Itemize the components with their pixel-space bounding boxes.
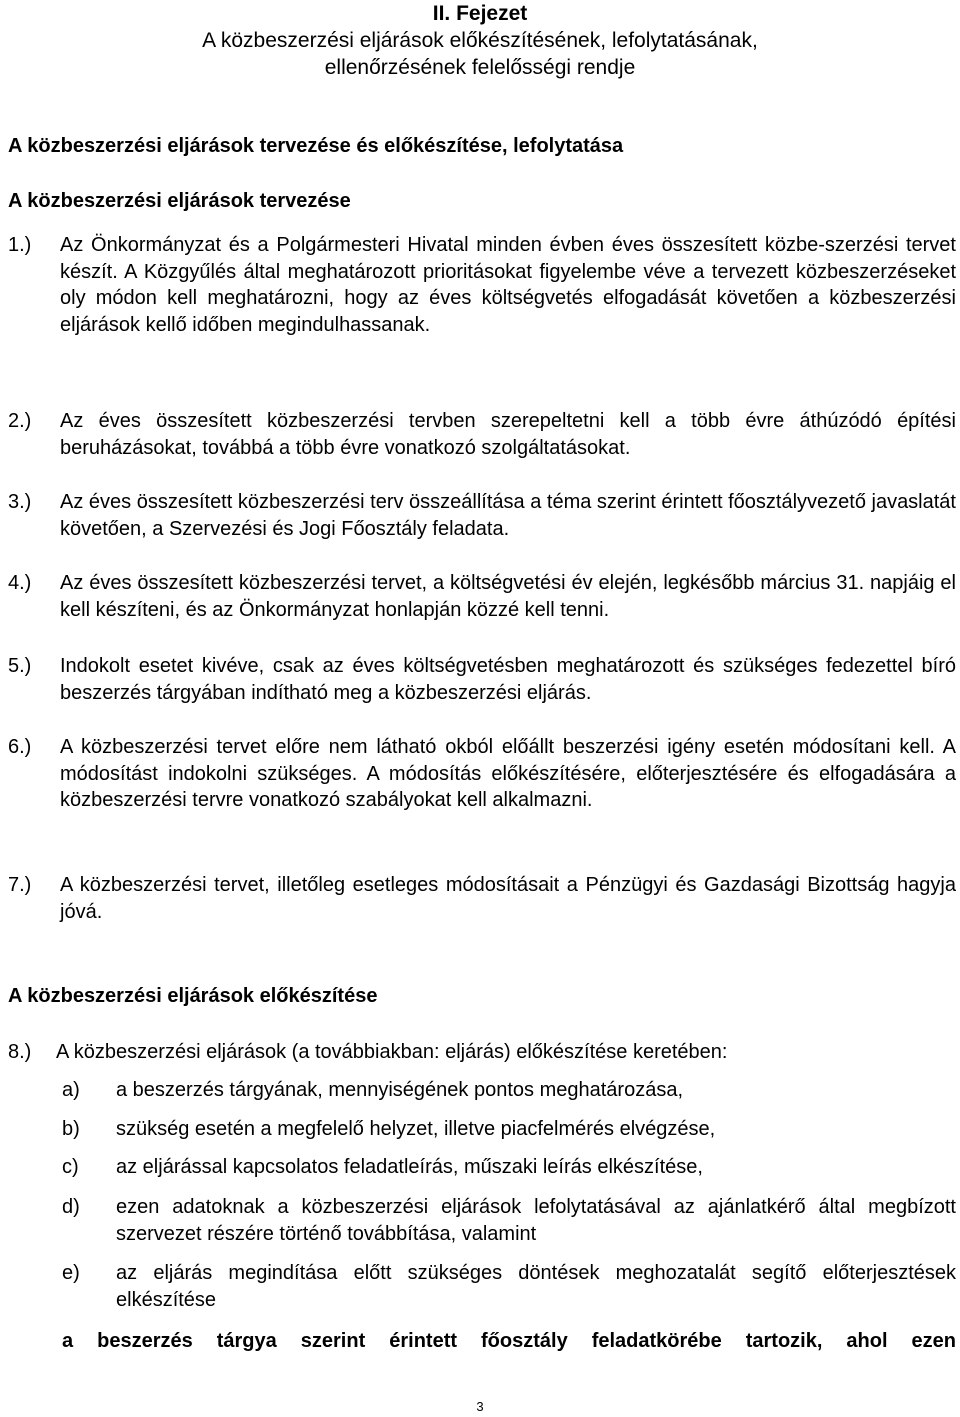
paragraph-text: Az éves összesített közbeszerzési tervben szerepeltetni kell a több évre áthúzódó építési beruházásokat, továbbá a több évre vonatkozó szolgáltatásokat. <box>60 410 956 459</box>
paragraph-4 <box>8 570 956 623</box>
section-heading-planning-preparation: A közbeszerzési eljárások tervezése és előkészítése, lefolytatása <box>8 135 624 157</box>
list-item-text: ezen adatoknak a közbeszerzési eljárások lefolytatásával az ajánlatkérő által megbízott szervezet részére történő továbbítása, valamint <box>116 1196 956 1245</box>
paragraph-text: A közbeszerzési tervet, illetőleg esetleges módosításait a Pénzügyi és Gazdasági Bizottság hagyja jóvá. <box>60 874 956 923</box>
chapter-title-block <box>0 0 960 81</box>
page-number: 3 <box>476 1399 484 1414</box>
paragraph-number: 7.) <box>8 874 32 896</box>
list-item-text: az eljárással kapcsolatos feladatleírás, műszaki leírás elkészítése, <box>116 1156 703 1178</box>
paragraph-text: A közbeszerzési eljárások (a továbbiakban: eljárás) előkészítése keretében: <box>56 1041 728 1063</box>
paragraph-3 <box>8 489 956 542</box>
list-item-b <box>62 1116 956 1143</box>
paragraph-number: 3.) <box>8 491 32 513</box>
paragraph-number: 4.) <box>8 572 32 594</box>
paragraph-text: Indokolt esetet kivéve, csak az éves költségvetésben meghatározott és szükséges fedezettel bíró beszerzés tárgyában indítható meg a közbeszerzési eljárás. <box>60 655 956 704</box>
list-item-letter: e) <box>62 1262 80 1284</box>
paragraph-text: Az éves összesített közbeszerzési terv összeállítása a téma szerint érintett főosztályvezető javaslatát követően, a Szervezési és Jogi Főosztály feladata. <box>60 491 956 540</box>
list-item-letter: b) <box>62 1118 80 1140</box>
paragraph-number: 5.) <box>8 655 32 677</box>
paragraph-number: 6.) <box>8 736 32 758</box>
chapter-label: II. Fejezet <box>432 2 528 25</box>
list-item-text: szükség esetén a megfelelő helyzet, illetve piacfelmérés elvégzése, <box>116 1118 716 1140</box>
chapter-title-line-1: A közbeszerzési eljárások előkészítésének, lefolytatásának, <box>202 29 758 52</box>
paragraph-number: 1.) <box>8 234 32 256</box>
list-item-a <box>62 1077 956 1104</box>
list-item-c <box>62 1154 956 1181</box>
list-item-letter: c) <box>62 1156 79 1178</box>
paragraph-5 <box>8 653 956 706</box>
paragraph-6 <box>8 734 956 814</box>
closing-bold-line: a beszerzés tárgya szerint érintett főosztály feladatkörébe tartozik, ahol ezen <box>62 1330 956 1352</box>
paragraph-number: 8.) <box>8 1041 32 1063</box>
chapter-title-line-2: ellenőrzésének felelősségi rendje <box>324 56 636 79</box>
paragraph-7 <box>8 872 956 925</box>
paragraph-text: Az éves összesített közbeszerzési tervet, a költségvetési év elején, legkésőbb március 31. napjáig el kell készíteni, és az Önkormányzat honlapján közzé kell tenni. <box>60 572 956 621</box>
paragraph-2 <box>8 408 956 461</box>
section-heading-preparation: A közbeszerzési eljárások előkészítése <box>8 985 378 1007</box>
paragraph-8 <box>8 1039 956 1066</box>
paragraph-1 <box>8 232 956 338</box>
list-item-d <box>62 1194 956 1247</box>
list-item-e <box>62 1260 956 1313</box>
subsection-heading-planning: A közbeszerzési eljárások tervezése <box>8 190 351 212</box>
list-item-letter: d) <box>62 1196 80 1218</box>
paragraph-text: A közbeszerzési tervet előre nem látható okból előállt beszerzési igény esetén módosítani kell. A módosítást indokolni szükséges. A módosítás előkészítésére, előterjesztésére és elfogadására a közbeszerzési tervre vonatkozó szabályokat kell alkalmazni. <box>60 736 956 811</box>
paragraph-number: 2.) <box>8 410 32 432</box>
list-item-text: a beszerzés tárgyának, mennyiségének pontos meghatározása, <box>116 1079 684 1101</box>
list-item-text: az eljárás megindítása előtt szükséges döntések meghozatalát segítő előterjesztések elkészítése <box>116 1262 956 1311</box>
list-item-letter: a) <box>62 1079 80 1101</box>
paragraph-text: Az Önkormányzat és a Polgármesteri Hivatal minden évben éves összesített közbe-szerzési tervet készít. A Közgyűlés által meghatározott prioritásokat figyelembe véve a tervezett közbeszerzéseket oly módon kell meghatározni, hogy az éves költségvetés elfogadását követően a közbeszerzési eljárások kellő időben megindulhassanak. <box>60 234 956 336</box>
